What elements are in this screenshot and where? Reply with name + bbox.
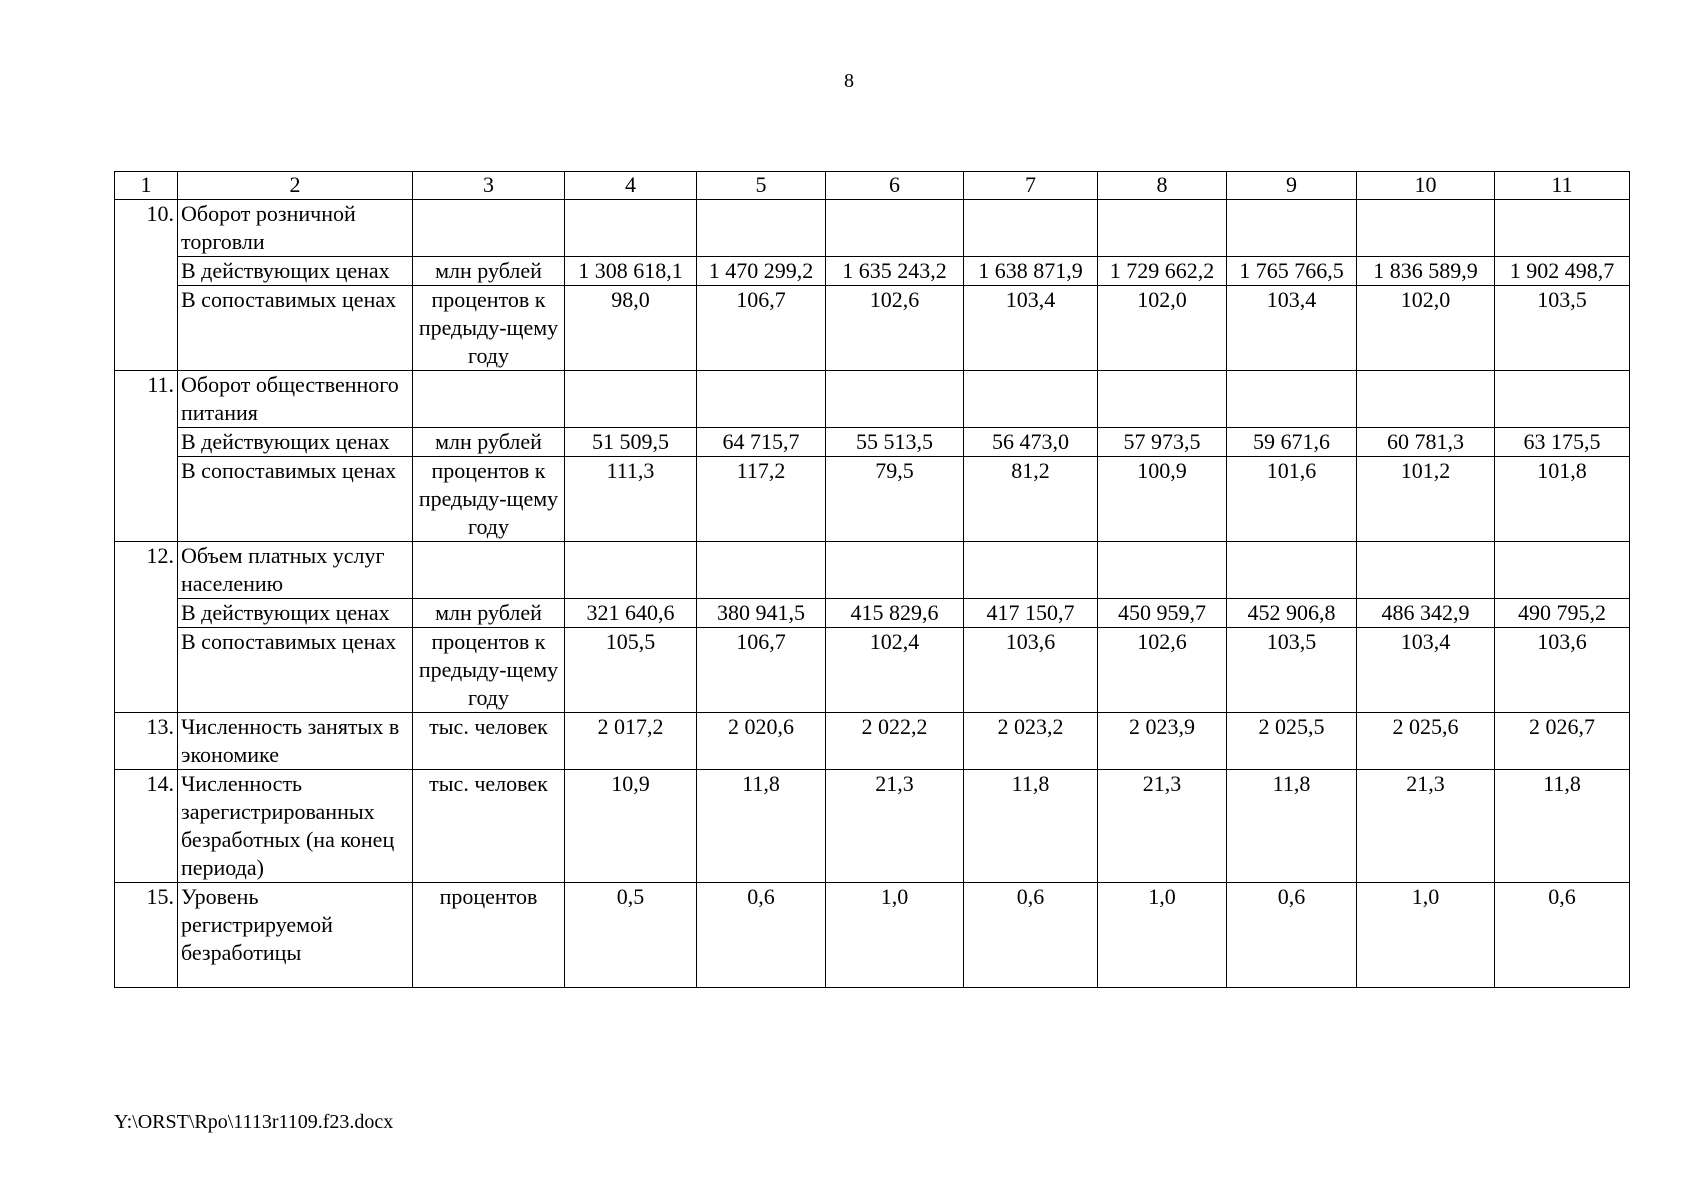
- unit-of-measure: [413, 542, 565, 599]
- value-cell: 100,9: [1098, 457, 1227, 542]
- indicator-name: Объем платных услуг населению: [178, 542, 413, 599]
- row-number: 12.: [115, 542, 178, 713]
- value-cell: 59 671,6: [1227, 428, 1357, 457]
- value-cell: 1 729 662,2: [1098, 257, 1227, 286]
- value-cell: [826, 200, 964, 257]
- value-cell: 0,6: [1227, 883, 1357, 988]
- value-cell: [1357, 542, 1495, 599]
- indicator-name: Уровень регистрируемой безработицы: [178, 883, 413, 988]
- value-cell: 452 906,8: [1227, 599, 1357, 628]
- value-cell: 111,3: [565, 457, 697, 542]
- unit-of-measure: процентов к предыду-щему году: [413, 286, 565, 371]
- column-number: 9: [1227, 172, 1357, 200]
- value-cell: 1,0: [826, 883, 964, 988]
- value-cell: 106,7: [697, 286, 826, 371]
- table-row: [115, 200, 1630, 257]
- value-cell: [1495, 200, 1630, 257]
- column-number: 1: [115, 172, 178, 200]
- value-cell: 103,5: [1227, 628, 1357, 713]
- row-number: 15.: [115, 883, 178, 988]
- value-cell: 102,0: [1357, 286, 1495, 371]
- value-cell: 2 020,6: [697, 713, 826, 770]
- value-cell: 321 640,6: [565, 599, 697, 628]
- column-number: 8: [1098, 172, 1227, 200]
- value-cell: 2 026,7: [1495, 713, 1630, 770]
- indicator-name: Оборот общественного питания: [178, 371, 413, 428]
- value-cell: [964, 200, 1098, 257]
- value-cell: 0,5: [565, 883, 697, 988]
- value-cell: 102,6: [1098, 628, 1227, 713]
- table-row: [115, 883, 1630, 988]
- indicator-name: Численность зарегистрированных безработных (на конец периода): [178, 770, 413, 883]
- value-cell: 11,8: [1495, 770, 1630, 883]
- page-number: 8: [844, 70, 854, 92]
- value-cell: 2 023,9: [1098, 713, 1227, 770]
- value-cell: 2 017,2: [565, 713, 697, 770]
- column-number: 6: [826, 172, 964, 200]
- value-cell: 60 781,3: [1357, 428, 1495, 457]
- value-cell: 21,3: [826, 770, 964, 883]
- column-number: 11: [1495, 172, 1630, 200]
- value-cell: 1,0: [1357, 883, 1495, 988]
- table-row: [115, 542, 1630, 599]
- table-row: [115, 713, 1630, 770]
- value-cell: 102,6: [826, 286, 964, 371]
- value-cell: 2 023,2: [964, 713, 1098, 770]
- unit-of-measure: процентов к предыду-щему году: [413, 457, 565, 542]
- value-cell: [1227, 542, 1357, 599]
- value-cell: 98,0: [565, 286, 697, 371]
- value-cell: [1227, 371, 1357, 428]
- column-number-row: [115, 172, 1630, 200]
- value-cell: 103,5: [1495, 286, 1630, 371]
- unit-of-measure: [413, 371, 565, 428]
- value-cell: 1 765 766,5: [1227, 257, 1357, 286]
- column-number: 7: [964, 172, 1098, 200]
- value-cell: [1227, 200, 1357, 257]
- indicator-name: В действующих ценах: [178, 428, 413, 457]
- value-cell: 2 025,5: [1227, 713, 1357, 770]
- value-cell: 103,6: [964, 628, 1098, 713]
- value-cell: [697, 200, 826, 257]
- value-cell: 0,6: [964, 883, 1098, 988]
- unit-of-measure: млн рублей: [413, 257, 565, 286]
- value-cell: [697, 542, 826, 599]
- value-cell: [1098, 200, 1227, 257]
- table-row: [115, 457, 1630, 542]
- row-number: 13.: [115, 713, 178, 770]
- value-cell: 55 513,5: [826, 428, 964, 457]
- unit-of-measure: млн рублей: [413, 599, 565, 628]
- value-cell: 1 836 589,9: [1357, 257, 1495, 286]
- value-cell: [964, 542, 1098, 599]
- table-row: [115, 628, 1630, 713]
- table-row: [115, 599, 1630, 628]
- column-number: 2: [178, 172, 413, 200]
- statistics-table: [114, 171, 1630, 988]
- value-cell: 103,4: [1227, 286, 1357, 371]
- value-cell: [1098, 371, 1227, 428]
- value-cell: [964, 371, 1098, 428]
- value-cell: 117,2: [697, 457, 826, 542]
- unit-of-measure: тыс. человек: [413, 713, 565, 770]
- value-cell: 450 959,7: [1098, 599, 1227, 628]
- unit-of-measure: млн рублей: [413, 428, 565, 457]
- unit-of-measure: тыс. человек: [413, 770, 565, 883]
- value-cell: 486 342,9: [1357, 599, 1495, 628]
- value-cell: 64 715,7: [697, 428, 826, 457]
- indicator-name: В сопоставимых ценах: [178, 628, 413, 713]
- column-number: 3: [413, 172, 565, 200]
- value-cell: 51 509,5: [565, 428, 697, 457]
- value-cell: 101,2: [1357, 457, 1495, 542]
- indicator-name: В сопоставимых ценах: [178, 286, 413, 371]
- value-cell: 81,2: [964, 457, 1098, 542]
- value-cell: 102,4: [826, 628, 964, 713]
- value-cell: 101,8: [1495, 457, 1630, 542]
- unit-of-measure: процентов: [413, 883, 565, 988]
- indicator-name: Оборот розничной торговли: [178, 200, 413, 257]
- column-number: 5: [697, 172, 826, 200]
- value-cell: 101,6: [1227, 457, 1357, 542]
- value-cell: 1 902 498,7: [1495, 257, 1630, 286]
- indicator-name: В сопоставимых ценах: [178, 457, 413, 542]
- value-cell: 415 829,6: [826, 599, 964, 628]
- row-number: 11.: [115, 371, 178, 542]
- unit-of-measure: процентов к предыду-щему году: [413, 628, 565, 713]
- value-cell: 2 022,2: [826, 713, 964, 770]
- table-row: [115, 286, 1630, 371]
- table-row: [115, 770, 1630, 883]
- table-row: [115, 428, 1630, 457]
- indicator-name: В действующих ценах: [178, 599, 413, 628]
- value-cell: 417 150,7: [964, 599, 1098, 628]
- value-cell: 1,0: [1098, 883, 1227, 988]
- column-number: 10: [1357, 172, 1495, 200]
- value-cell: [826, 542, 964, 599]
- value-cell: [1357, 200, 1495, 257]
- value-cell: 106,7: [697, 628, 826, 713]
- file-path-footer: Y:\ORST\Rpo\1113r1109.f23.docx: [114, 1111, 394, 1133]
- value-cell: [1495, 371, 1630, 428]
- value-cell: [565, 542, 697, 599]
- value-cell: 1 638 871,9: [964, 257, 1098, 286]
- value-cell: [826, 371, 964, 428]
- row-number: 10.: [115, 200, 178, 371]
- row-number: 14.: [115, 770, 178, 883]
- value-cell: 21,3: [1098, 770, 1227, 883]
- value-cell: 105,5: [565, 628, 697, 713]
- value-cell: [1495, 542, 1630, 599]
- table-row: [115, 371, 1630, 428]
- value-cell: 103,4: [1357, 628, 1495, 713]
- value-cell: 0,6: [1495, 883, 1630, 988]
- value-cell: 2 025,6: [1357, 713, 1495, 770]
- value-cell: 0,6: [697, 883, 826, 988]
- value-cell: 1 470 299,2: [697, 257, 826, 286]
- value-cell: 11,8: [697, 770, 826, 883]
- value-cell: 1 308 618,1: [565, 257, 697, 286]
- value-cell: 79,5: [826, 457, 964, 542]
- value-cell: [1357, 371, 1495, 428]
- value-cell: 490 795,2: [1495, 599, 1630, 628]
- indicator-name: В действующих ценах: [178, 257, 413, 286]
- table-body: [115, 200, 1630, 988]
- value-cell: 380 941,5: [697, 599, 826, 628]
- unit-of-measure: [413, 200, 565, 257]
- value-cell: 57 973,5: [1098, 428, 1227, 457]
- indicator-name: Численность занятых в экономике: [178, 713, 413, 770]
- value-cell: [697, 371, 826, 428]
- value-cell: 10,9: [565, 770, 697, 883]
- table-row: [115, 257, 1630, 286]
- value-cell: 21,3: [1357, 770, 1495, 883]
- value-cell: 102,0: [1098, 286, 1227, 371]
- value-cell: 103,4: [964, 286, 1098, 371]
- value-cell: [1098, 542, 1227, 599]
- value-cell: 103,6: [1495, 628, 1630, 713]
- value-cell: [565, 200, 697, 257]
- value-cell: 1 635 243,2: [826, 257, 964, 286]
- value-cell: 11,8: [1227, 770, 1357, 883]
- value-cell: 56 473,0: [964, 428, 1098, 457]
- value-cell: 11,8: [964, 770, 1098, 883]
- value-cell: [565, 371, 697, 428]
- column-number: 4: [565, 172, 697, 200]
- value-cell: 63 175,5: [1495, 428, 1630, 457]
